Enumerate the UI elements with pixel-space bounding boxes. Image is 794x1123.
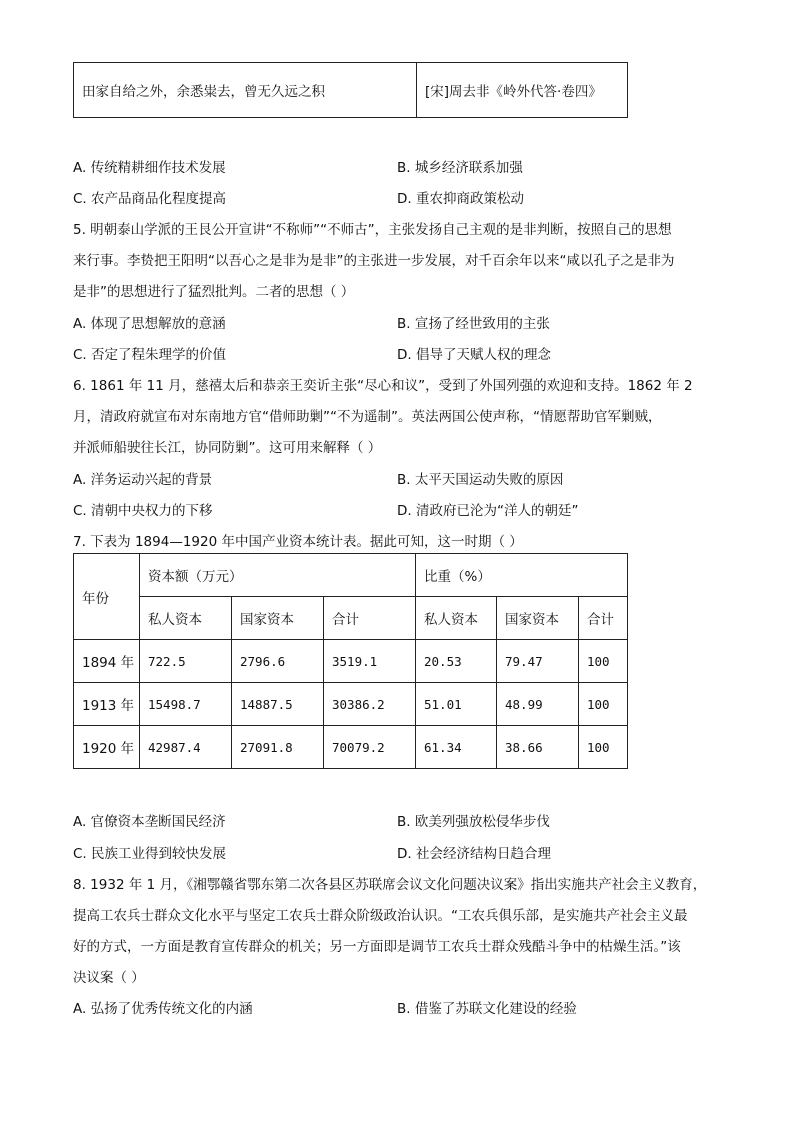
quote-source: [宋]周去非《岭外代答·卷四》 <box>417 63 628 118</box>
q8-stem-line-1: 8. 1932 年 1 月，《湘鄂赣省鄂东第二次各县区苏联席会议文化问题决议案》指出实施共产社会主义教育， <box>73 877 707 893</box>
table-cell: 70079.2 <box>324 726 416 769</box>
table-cell: 100 <box>579 683 628 726</box>
q6-option-d: D. 清政府已沦为“洋人的朝廷” <box>397 503 579 519</box>
table-row <box>74 640 628 683</box>
table-cell: 51.01 <box>416 683 497 726</box>
table-cell: 79.47 <box>497 640 579 683</box>
q6-option-a: A. 洋务运动兴起的背景 <box>73 472 213 488</box>
q6-option-b: B. 太平天国运动失败的原因 <box>397 472 564 488</box>
table-row <box>74 726 628 769</box>
q7-option-d: D. 社会经济结构日趋合理 <box>397 846 551 862</box>
q7-option-b: B. 欧美列强放松侵华步伐 <box>397 814 550 830</box>
table-cell: 30386.2 <box>324 683 416 726</box>
q6-option-c: C. 清朝中央权力的下移 <box>73 503 213 519</box>
q8-stem-line-4: 决议案（ ） <box>73 970 145 986</box>
table-cell: 2796.6 <box>232 640 324 683</box>
proportion-header: 比重（%） <box>416 554 628 597</box>
row-year: 1913 年 <box>74 683 140 726</box>
q4-option-c: C. 农产品商品化程度提高 <box>73 191 227 207</box>
capital-amount-header: 资本额（万元） <box>140 554 416 597</box>
row-year: 1894 年 <box>74 640 140 683</box>
table-cell: 100 <box>579 726 628 769</box>
q4-option-d: D. 重农抑商政策松动 <box>397 191 524 207</box>
row-year: 1920 年 <box>74 726 140 769</box>
q6-stem-line-3: 并派师船驶往长江，协同防剿”。这可用来解释（ ） <box>73 440 382 456</box>
q5-option-a: A. 体现了思想解放的意涵 <box>73 316 226 332</box>
sub-header-state-ratio: 国家资本 <box>497 597 579 640</box>
q5-option-d: D. 倡导了天赋人权的理念 <box>397 347 551 363</box>
sub-header-total: 合计 <box>324 597 416 640</box>
sub-header-total-ratio: 合计 <box>579 597 628 640</box>
sub-header-private-ratio: 私人资本 <box>416 597 497 640</box>
quote-table <box>73 62 628 118</box>
quote-text: 田家自给之外，余悉粜去，曾无久远之积 <box>74 63 417 118</box>
year-header: 年份 <box>74 554 140 640</box>
q5-stem-line-1: 5. 明朝泰山学派的王艮公开宣讲“不称师”“不师古”，主张发扬自己主观的是非判断，按照自己的思想 <box>73 222 672 238</box>
table-row <box>74 683 628 726</box>
q4-option-b: B. 城乡经济联系加强 <box>397 160 523 176</box>
table-cell: 38.66 <box>497 726 579 769</box>
q8-option-b: B. 借鉴了苏联文化建设的经验 <box>397 1001 577 1017</box>
q7-option-c: C. 民族工业得到较快发展 <box>73 846 227 862</box>
table-cell: 61.34 <box>416 726 497 769</box>
table-cell: 722.5 <box>140 640 232 683</box>
q5-stem-line-3: 是非”的思想进行了猛烈批判。二者的思想（ ） <box>73 284 355 300</box>
q8-option-a: A. 弘扬了优秀传统文化的内涵 <box>73 1001 253 1017</box>
q7-option-a: A. 官僚资本垄断国民经济 <box>73 814 226 830</box>
q5-option-b: B. 宣扬了经世致用的主张 <box>397 316 550 332</box>
q8-stem-line-2: 提高工农兵士群众文化水平与坚定工农兵士群众阶级政治认识。“工农兵俱乐部，是实施共产社会主义最 <box>73 908 688 924</box>
sub-header-state-capital: 国家资本 <box>232 597 324 640</box>
capital-stats-table <box>73 553 628 769</box>
table-cell: 48.99 <box>497 683 579 726</box>
table-cell: 27091.8 <box>232 726 324 769</box>
q4-option-a: A. 传统精耕细作技术发展 <box>73 160 226 176</box>
q6-stem-line-1: 6. 1861 年 11 月，慈禧太后和恭亲王奕䜣主张“尽心和议”，受到了外国列强的欢迎和支持。1862 年 2 <box>73 378 693 394</box>
table-cell: 100 <box>579 640 628 683</box>
q8-stem-line-3: 好的方式，一方面是教育宣传群众的机关；另一方面即是调节工农兵士群众残酷斗争中的枯燥生活。”该 <box>73 939 681 955</box>
q6-stem-line-2: 月，清政府就宣布对东南地方官“借师助剿”“不为遥制”。英法两国公使声称，“情愿帮助官军剿贼， <box>73 409 662 425</box>
q5-option-c: C. 否定了程朱理学的价值 <box>73 347 227 363</box>
table-cell: 15498.7 <box>140 683 232 726</box>
sub-header-private-capital: 私人资本 <box>140 597 232 640</box>
q7-stem: 7. 下表为 1894—1920 年中国产业资本统计表。据此可知，这一时期（ ） <box>73 534 523 550</box>
q5-stem-line-2: 来行事。李贽把王阳明“以吾心之是非为是非”的主张进一步发展，对千百余年以来“咸以孔子之是非为 <box>73 253 675 269</box>
table-cell: 42987.4 <box>140 726 232 769</box>
table-cell: 3519.1 <box>324 640 416 683</box>
table-cell: 14887.5 <box>232 683 324 726</box>
table-cell: 20.53 <box>416 640 497 683</box>
